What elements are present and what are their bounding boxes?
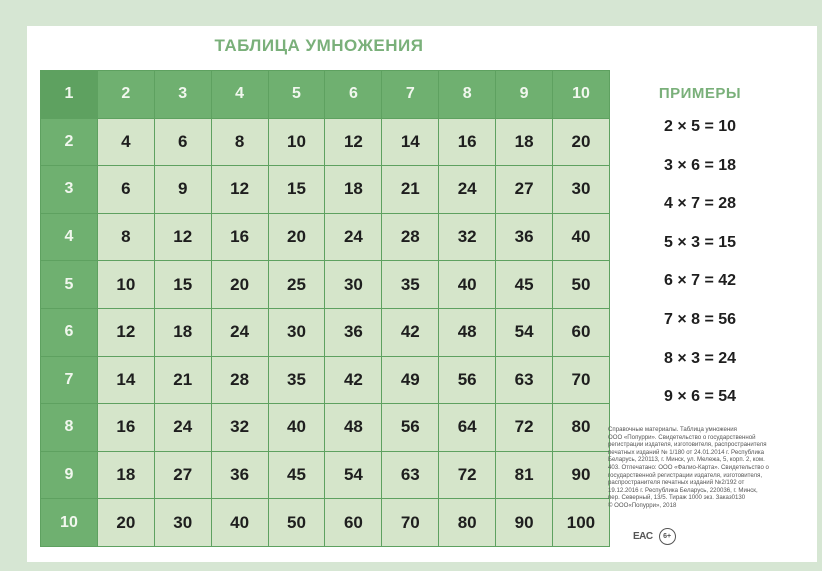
product-cell: 48 (439, 308, 496, 356)
imprint-line: Справочные материалы. Таблица умножения (608, 426, 737, 433)
column-header: 9 (496, 71, 553, 119)
product-cell: 100 (553, 499, 610, 547)
imprint-line: регистрации издателя, изготовителя, распространителя (608, 441, 767, 449)
product-cell: 30 (268, 308, 325, 356)
product-cell: 20 (97, 499, 154, 547)
certification-marks (633, 528, 676, 545)
multiplication-table (40, 70, 610, 547)
product-cell: 45 (268, 451, 325, 499)
product-cell: 30 (553, 166, 610, 214)
product-cell: 30 (154, 499, 211, 547)
imprint-line: 403. Отпечатано: ООО «Фалио-Карта». Свидетельство о (608, 463, 769, 471)
imprint-line: пер. Северный, 13/5. Тираж 1000 экз. Заказ0130 (608, 494, 746, 502)
product-cell: 18 (154, 308, 211, 356)
product-cell: 42 (325, 356, 382, 404)
product-cell: 16 (211, 213, 268, 261)
product-cell: 35 (382, 261, 439, 309)
row-header: 5 (41, 261, 98, 309)
product-cell: 20 (211, 261, 268, 309)
product-cell: 49 (382, 356, 439, 404)
table-row (41, 499, 610, 547)
product-cell: 90 (496, 499, 553, 547)
imprint-line: © ООО«Попурри», 2018 (608, 501, 677, 509)
column-header: 7 (382, 71, 439, 119)
example-item: 5 × 3 = 15 (663, 233, 737, 251)
examples-title: ПРИМЕРЫ (658, 85, 742, 102)
product-cell: 14 (97, 356, 154, 404)
product-cell: 32 (211, 404, 268, 452)
product-cell: 40 (268, 404, 325, 452)
table-row (41, 451, 610, 499)
table-row (41, 118, 610, 166)
product-cell: 15 (154, 261, 211, 309)
product-cell: 64 (439, 404, 496, 452)
product-cell: 60 (325, 499, 382, 547)
product-cell: 90 (553, 451, 610, 499)
product-cell: 70 (553, 356, 610, 404)
product-cell: 72 (496, 404, 553, 452)
imprint-line: 19.12.2016 г. Республика Беларусь, 220036, г. Минск, (608, 486, 758, 494)
product-cell: 24 (439, 166, 496, 214)
product-cell: 27 (496, 166, 553, 214)
product-cell: 36 (325, 308, 382, 356)
table-row (41, 261, 610, 309)
eac-mark: EAC (633, 531, 653, 542)
product-cell: 12 (154, 213, 211, 261)
product-cell: 12 (325, 118, 382, 166)
product-cell: 15 (268, 166, 325, 214)
product-cell: 72 (439, 451, 496, 499)
product-cell: 36 (496, 213, 553, 261)
imprint-line: государственной регистрации издателя, изготовителя, (608, 471, 763, 479)
imprint-line: Беларусь, 220113, г. Минск, ул. Мележа, 5, корп. 2, ком. (608, 456, 765, 464)
product-cell: 70 (382, 499, 439, 547)
product-cell: 50 (553, 261, 610, 309)
row-header: 4 (41, 213, 98, 261)
product-cell: 12 (211, 166, 268, 214)
product-cell: 60 (553, 308, 610, 356)
product-cell: 24 (211, 308, 268, 356)
imprint-line: распространителя печатных изданий №2/192 от (608, 479, 745, 487)
table-row (41, 356, 610, 404)
example-item: 8 × 3 = 24 (663, 349, 737, 367)
product-cell: 21 (382, 166, 439, 214)
product-cell: 30 (325, 261, 382, 309)
product-cell: 20 (268, 213, 325, 261)
column-header: 2 (97, 71, 154, 119)
product-cell: 18 (97, 451, 154, 499)
product-cell: 80 (553, 404, 610, 452)
column-header: 3 (154, 71, 211, 119)
product-cell: 35 (268, 356, 325, 404)
column-header: 8 (439, 71, 496, 119)
product-cell: 40 (211, 499, 268, 547)
product-cell: 24 (154, 404, 211, 452)
row-header: 6 (41, 308, 98, 356)
header-row (41, 71, 610, 119)
product-cell: 18 (496, 118, 553, 166)
example-item: 2 × 5 = 10 (663, 118, 737, 135)
product-cell: 16 (97, 404, 154, 452)
example-item: 4 × 7 = 28 (663, 195, 737, 213)
product-cell: 8 (97, 213, 154, 261)
imprint-line: печатных изданий № 1/180 от 24.01.2014 г. Республика (608, 448, 765, 456)
product-cell: 32 (439, 213, 496, 261)
product-cell: 36 (211, 451, 268, 499)
product-cell: 48 (325, 404, 382, 452)
page-title: ТАБЛИЦА УМНОЖЕНИЯ (214, 36, 424, 55)
product-cell: 4 (97, 118, 154, 166)
product-cell: 40 (439, 261, 496, 309)
column-header: 5 (268, 71, 325, 119)
product-cell: 27 (154, 451, 211, 499)
product-cell: 10 (97, 261, 154, 309)
product-cell: 6 (154, 118, 211, 166)
product-cell: 54 (496, 308, 553, 356)
product-cell: 9 (154, 166, 211, 214)
table-row (41, 213, 610, 261)
product-cell: 28 (211, 356, 268, 404)
product-cell: 24 (325, 213, 382, 261)
product-cell: 40 (553, 213, 610, 261)
product-cell: 25 (268, 261, 325, 309)
row-header: 3 (41, 166, 98, 214)
table-row (41, 404, 610, 452)
row-header: 8 (41, 404, 98, 452)
imprint-text (608, 426, 804, 510)
example-item: 3 × 6 = 18 (663, 156, 737, 174)
product-cell: 42 (382, 308, 439, 356)
column-header: 4 (211, 71, 268, 119)
product-cell: 21 (154, 356, 211, 404)
product-cell: 8 (211, 118, 268, 166)
row-header: 7 (41, 356, 98, 404)
example-item: 9 × 6 = 54 (663, 388, 737, 406)
product-cell: 10 (268, 118, 325, 166)
product-cell: 45 (496, 261, 553, 309)
product-cell: 81 (496, 451, 553, 499)
table-row (41, 166, 610, 214)
product-cell: 12 (97, 308, 154, 356)
product-cell: 6 (97, 166, 154, 214)
product-cell: 20 (553, 118, 610, 166)
product-cell: 56 (382, 404, 439, 452)
column-header: 10 (553, 71, 610, 119)
column-header: 6 (325, 71, 382, 119)
table-row (41, 308, 610, 356)
product-cell: 16 (439, 118, 496, 166)
product-cell: 63 (382, 451, 439, 499)
product-cell: 80 (439, 499, 496, 547)
row-header: 9 (41, 451, 98, 499)
product-cell: 54 (325, 451, 382, 499)
product-cell: 50 (268, 499, 325, 547)
row-header: 10 (41, 499, 98, 547)
product-cell: 63 (496, 356, 553, 404)
age-rating-badge: 6+ (659, 528, 676, 545)
product-cell: 14 (382, 118, 439, 166)
product-cell: 18 (325, 166, 382, 214)
example-item: 6 × 7 = 42 (663, 272, 737, 290)
corner-cell: 1 (41, 71, 98, 119)
imprint-line: ООО «Попурри». Свидетельство о государственной (608, 433, 756, 441)
row-header: 2 (41, 118, 98, 166)
product-cell: 56 (439, 356, 496, 404)
example-item: 7 × 8 = 56 (663, 311, 737, 328)
product-cell: 28 (382, 213, 439, 261)
